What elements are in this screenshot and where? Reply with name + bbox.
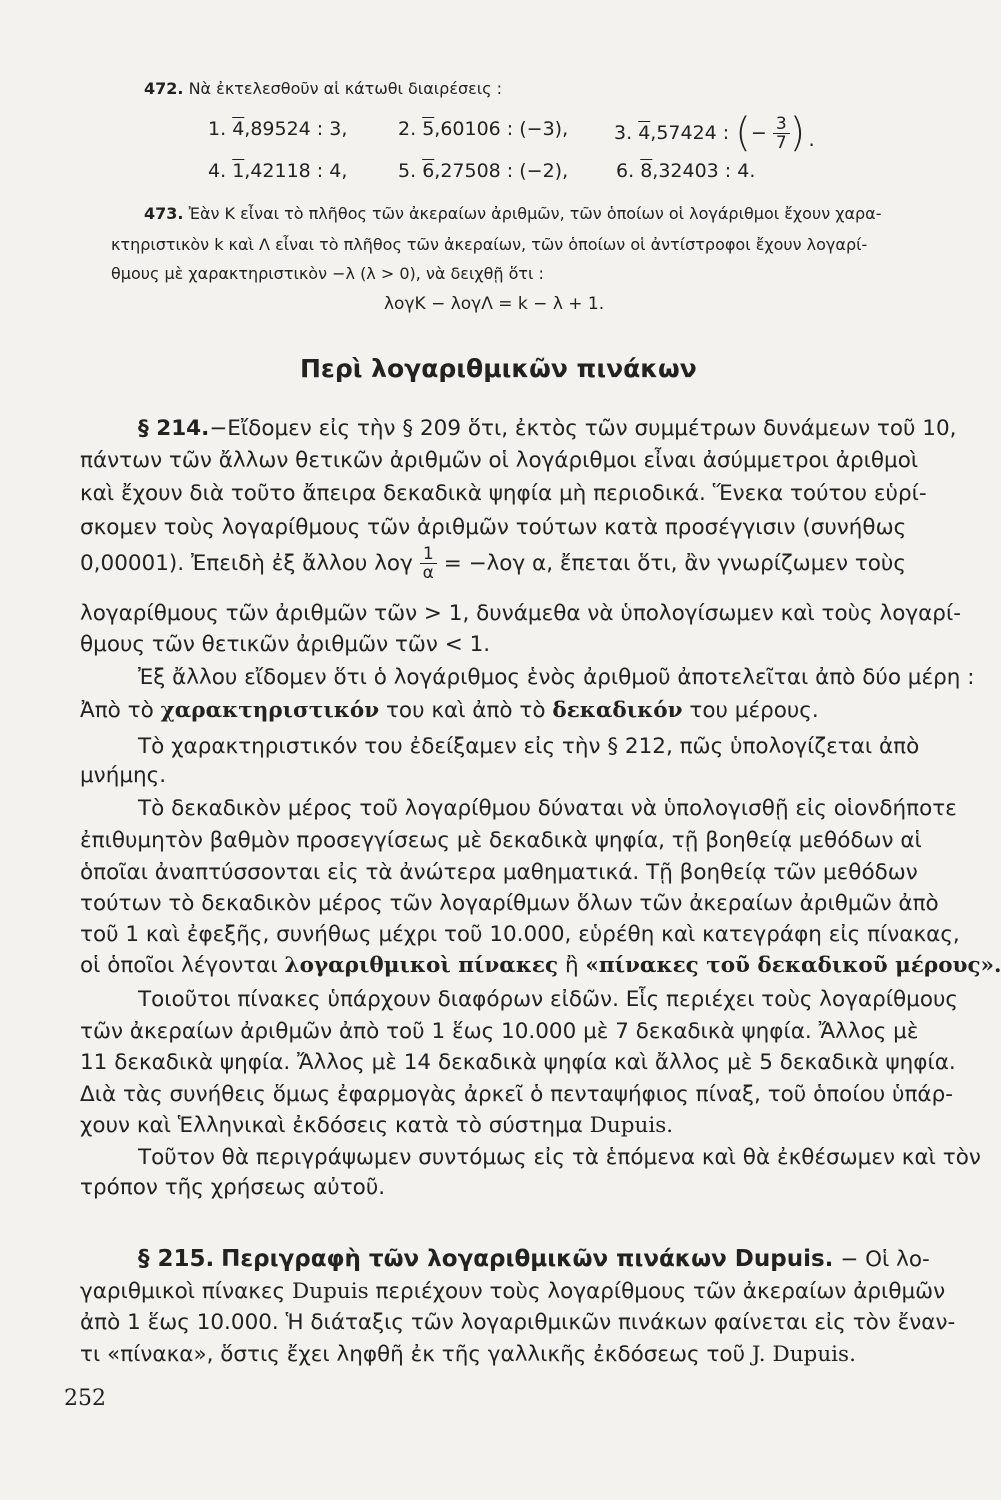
- paragraph-parts-line-1: Ἐξ ἄλλου εἴδομεν ὅτι ὁ λογάριθμος ἑνὸς ἀριθμοῦ ἀποτελεῖται ἀπὸ δύο μέρη :: [138, 665, 975, 690]
- paragraph-dec-line-6: οἱ ὁποῖοι λέγονται λογαριθμικοὶ πίνακες ἢ «πίνακες τοῦ δεκαδικοῦ μέρους».: [80, 953, 1001, 978]
- paragraph-parts-line-2: Ἀπὸ τὸ χαρακτηριστικόν του καὶ ἀπὸ τὸ δεκαδικόν του μέρους.: [80, 698, 819, 723]
- paragraph-dec-line-1: Τὸ δεκαδικὸν μέρος τοῦ λογαρίθμου δύναται νὰ ὑπολογισθῇ εἰς οἱονδήποτε: [138, 796, 957, 821]
- paragraph-types-line-5: χουν καὶ Ἑλληνικαὶ ἐκδόσεις κατὰ τὸ σύστημα Dupuis.: [80, 1113, 674, 1138]
- paragraph-214-line-1: § 214.−Εἴδομεν εἰς τὴν § 209 ὅτι, ἐκτὸς τῶν συμμέτρων δυνάμεων τοῦ 10,: [138, 416, 957, 441]
- division-item-5: 5. 6,27508 : (−2),: [398, 160, 569, 182]
- division-item-6: 6. 8,32403 : 4.: [616, 160, 756, 182]
- paragraph-char-line-1: Τὸ χαρακτηριστικόν του ἐδείξαμεν εἰς τὴν § 212, πῶς ὑπολογίζεται ἀπὸ: [138, 734, 920, 759]
- paragraph-label: § 215.: [138, 1246, 215, 1272]
- paragraph-label: § 214.: [138, 416, 210, 441]
- section-title: Περὶ λογαριθμικῶν πινάκων: [300, 354, 697, 383]
- paragraph-215-line-3: ἀπὸ 1 ἕως 10.000. Ἡ διάταξις τῶν λογαριθμικῶν πινάκων φαίνεται εἰς τὸν ἔναν-: [80, 1310, 956, 1335]
- paragraph-214-line-2: πάντων τῶν ἄλλων θετικῶν ἀριθμῶν οἱ λογάριθμοι εἶναι ἀσύμμετροι ἀριθμοὶ: [80, 448, 919, 473]
- fraction-one-over-alpha: $\frac{1}{\alpha}$: [420, 545, 437, 582]
- paragraph-dec-line-4: τούτων τὸ δεκαδικὸν μέρος τῶν λογαρίθμων ὅλων τῶν ἀκεραίων ἀριθμῶν ἀπὸ: [80, 891, 939, 916]
- division-item-2: 2. 5,60106 : (−3),: [398, 118, 569, 140]
- exercise-473-line-1: 473. Ἐὰν Κ εἶναι τὸ πλῆθος τῶν ἀκεραίων ἀριθμῶν, τῶν ὁποίων οἱ λογάριθμοι ἔχουν χαρα-: [144, 204, 882, 223]
- paragraph-214-line-7: θμους τῶν θετικῶν ἀριθμῶν τῶν < 1.: [80, 632, 491, 657]
- paragraph-types-line-3: 11 δεκαδικὰ ψηφία. Ἄλλος μὲ 14 δεκαδικὰ ψηφία καὶ ἄλλος μὲ 5 δεκαδικὰ ψηφία.: [80, 1050, 956, 1075]
- page-number: 252: [64, 1386, 106, 1411]
- paragraph-214-line-3: καὶ ἔχουν διὰ τοῦτο ἄπειρα δεκαδικὰ ψηφία μὴ περιοδικά. Ἕνεκα τούτου εὑρί-: [80, 481, 927, 506]
- paragraph-describe-line-2: τρόπον τῆς χρήσεως αὐτοῦ.: [80, 1175, 386, 1200]
- exercise-473-line-2: κτηριστικὸν k καὶ Λ εἶναι τὸ πλῆθος τῶν ἀκεραίων, τῶν ὁποίων οἱ ἀντίστροφοι ἔχουν λογαρί-: [111, 235, 868, 254]
- paragraph-215-line-4: τι «πίνακα», ὅστις ἔχει ληφθῆ ἐκ τῆς γαλλικῆς ἐκδόσεως τοῦ J. Dupuis.: [80, 1342, 856, 1367]
- paragraph-types-line-1: Τοιοῦτοι πίνακες ὑπάρχουν διαφόρων εἰδῶν. Εἷς περιέχει τοὺς λογαρίθμους: [138, 987, 959, 1012]
- paragraph-215-title: Περιγραφὴ τῶν λογαριθμικῶν πινάκων Dupuis.: [221, 1246, 834, 1272]
- paragraph-214-line-6: λογαρίθμους τῶν ἀριθμῶν τῶν > 1, δυνάμεθα νὰ ὑπολογίσωμεν καὶ τοὺς λογαρί-: [80, 601, 961, 626]
- division-item-1: 1. 4,89524 : 3,: [208, 118, 348, 140]
- paragraph-dec-line-2: ἐπιθυμητὸν βαθμὸν προσεγγίσεως μὲ δεκαδικὰ ψηφία, τῇ βοηθείᾳ μεθόδων αἱ: [80, 828, 922, 853]
- fraction-three-sevenths: $\frac{3}{7}$: [773, 115, 790, 152]
- exercise-472-heading: [144, 79, 502, 98]
- exercise-473-formula: λογΚ − λογΛ = k − λ + 1.: [384, 294, 605, 314]
- paragraph-types-line-2: τῶν ἀκεραίων ἀριθμῶν ἀπὸ τοῦ 1 ἕως 10.000 μὲ 7 δεκαδικὰ ψηφία. Ἄλλος μὲ: [80, 1019, 919, 1044]
- division-item-3: 3. 4,57424 : (− $\frac{3}{7}$ ).: [614, 110, 818, 156]
- exercise-number: 473.: [144, 204, 184, 223]
- paragraph-dec-line-3: ὁποῖαι ἀναπτύσσονται εἰς τὰ ἀνώτερα μαθηματικά. Τῇ βοηθείᾳ τῶν μεθόδων: [80, 860, 918, 885]
- paragraph-215-line-2: γαριθμικοὶ πίνακες Dupuis περιέχουν τοὺς λογαρίθμους τῶν ἀκεραίων ἀριθμῶν: [80, 1279, 946, 1304]
- paragraph-214-line-4: σκομεν τοὺς λογαρίθμους τῶν ἀριθμῶν τούτων κατὰ προσέγγισιν (συνήθως: [80, 515, 907, 540]
- exercise-number: 472.: [144, 79, 184, 98]
- paragraph-215-line-1: § 215. Περιγραφὴ τῶν λογαριθμικῶν πινάκων Dupuis. − Οἱ λο-: [138, 1246, 930, 1272]
- paragraph-char-line-2: μνήμης.: [80, 763, 167, 788]
- paragraph-214-line-5: 0,00001). Ἐπειδὴ ἐξ ἄλλου λογ $\frac{1}{\alpha}$ = −λογ α, ἔπεται ὅτι, ἂν γνωρίζωμεν τοὺς: [80, 544, 906, 583]
- paragraph-dec-line-5: τοῦ 1 καὶ ἐφεξῆς, συνήθως μέχρι τοῦ 10.000, εὑρέθη καὶ κατεγράφη εἰς πίνακας,: [80, 922, 960, 947]
- paragraph-describe-line-1: Τοῦτον θὰ περιγράψωμεν συντόμως εἰς τὰ ἑπόμενα καὶ θὰ ἐκθέσωμεν καὶ τὸν: [138, 1145, 981, 1170]
- division-item-4: 4. 1,42118 : 4,: [208, 160, 348, 182]
- exercise-intro: Νὰ ἐκτελεσθοῦν αἱ κάτωθι διαιρέσεις :: [188, 79, 503, 98]
- exercise-473-line-3: θμους μὲ χαρακτηριστικὸν −λ (λ > 0), νὰ δειχθῇ ὅτι :: [111, 264, 544, 283]
- paragraph-types-line-4: Διὰ τὰς συνήθεις ὅμως ἐφαρμογὰς ἀρκεῖ ὁ πενταψήφιος πίναξ, τοῦ ὁποίου ὑπάρ-: [80, 1082, 953, 1107]
